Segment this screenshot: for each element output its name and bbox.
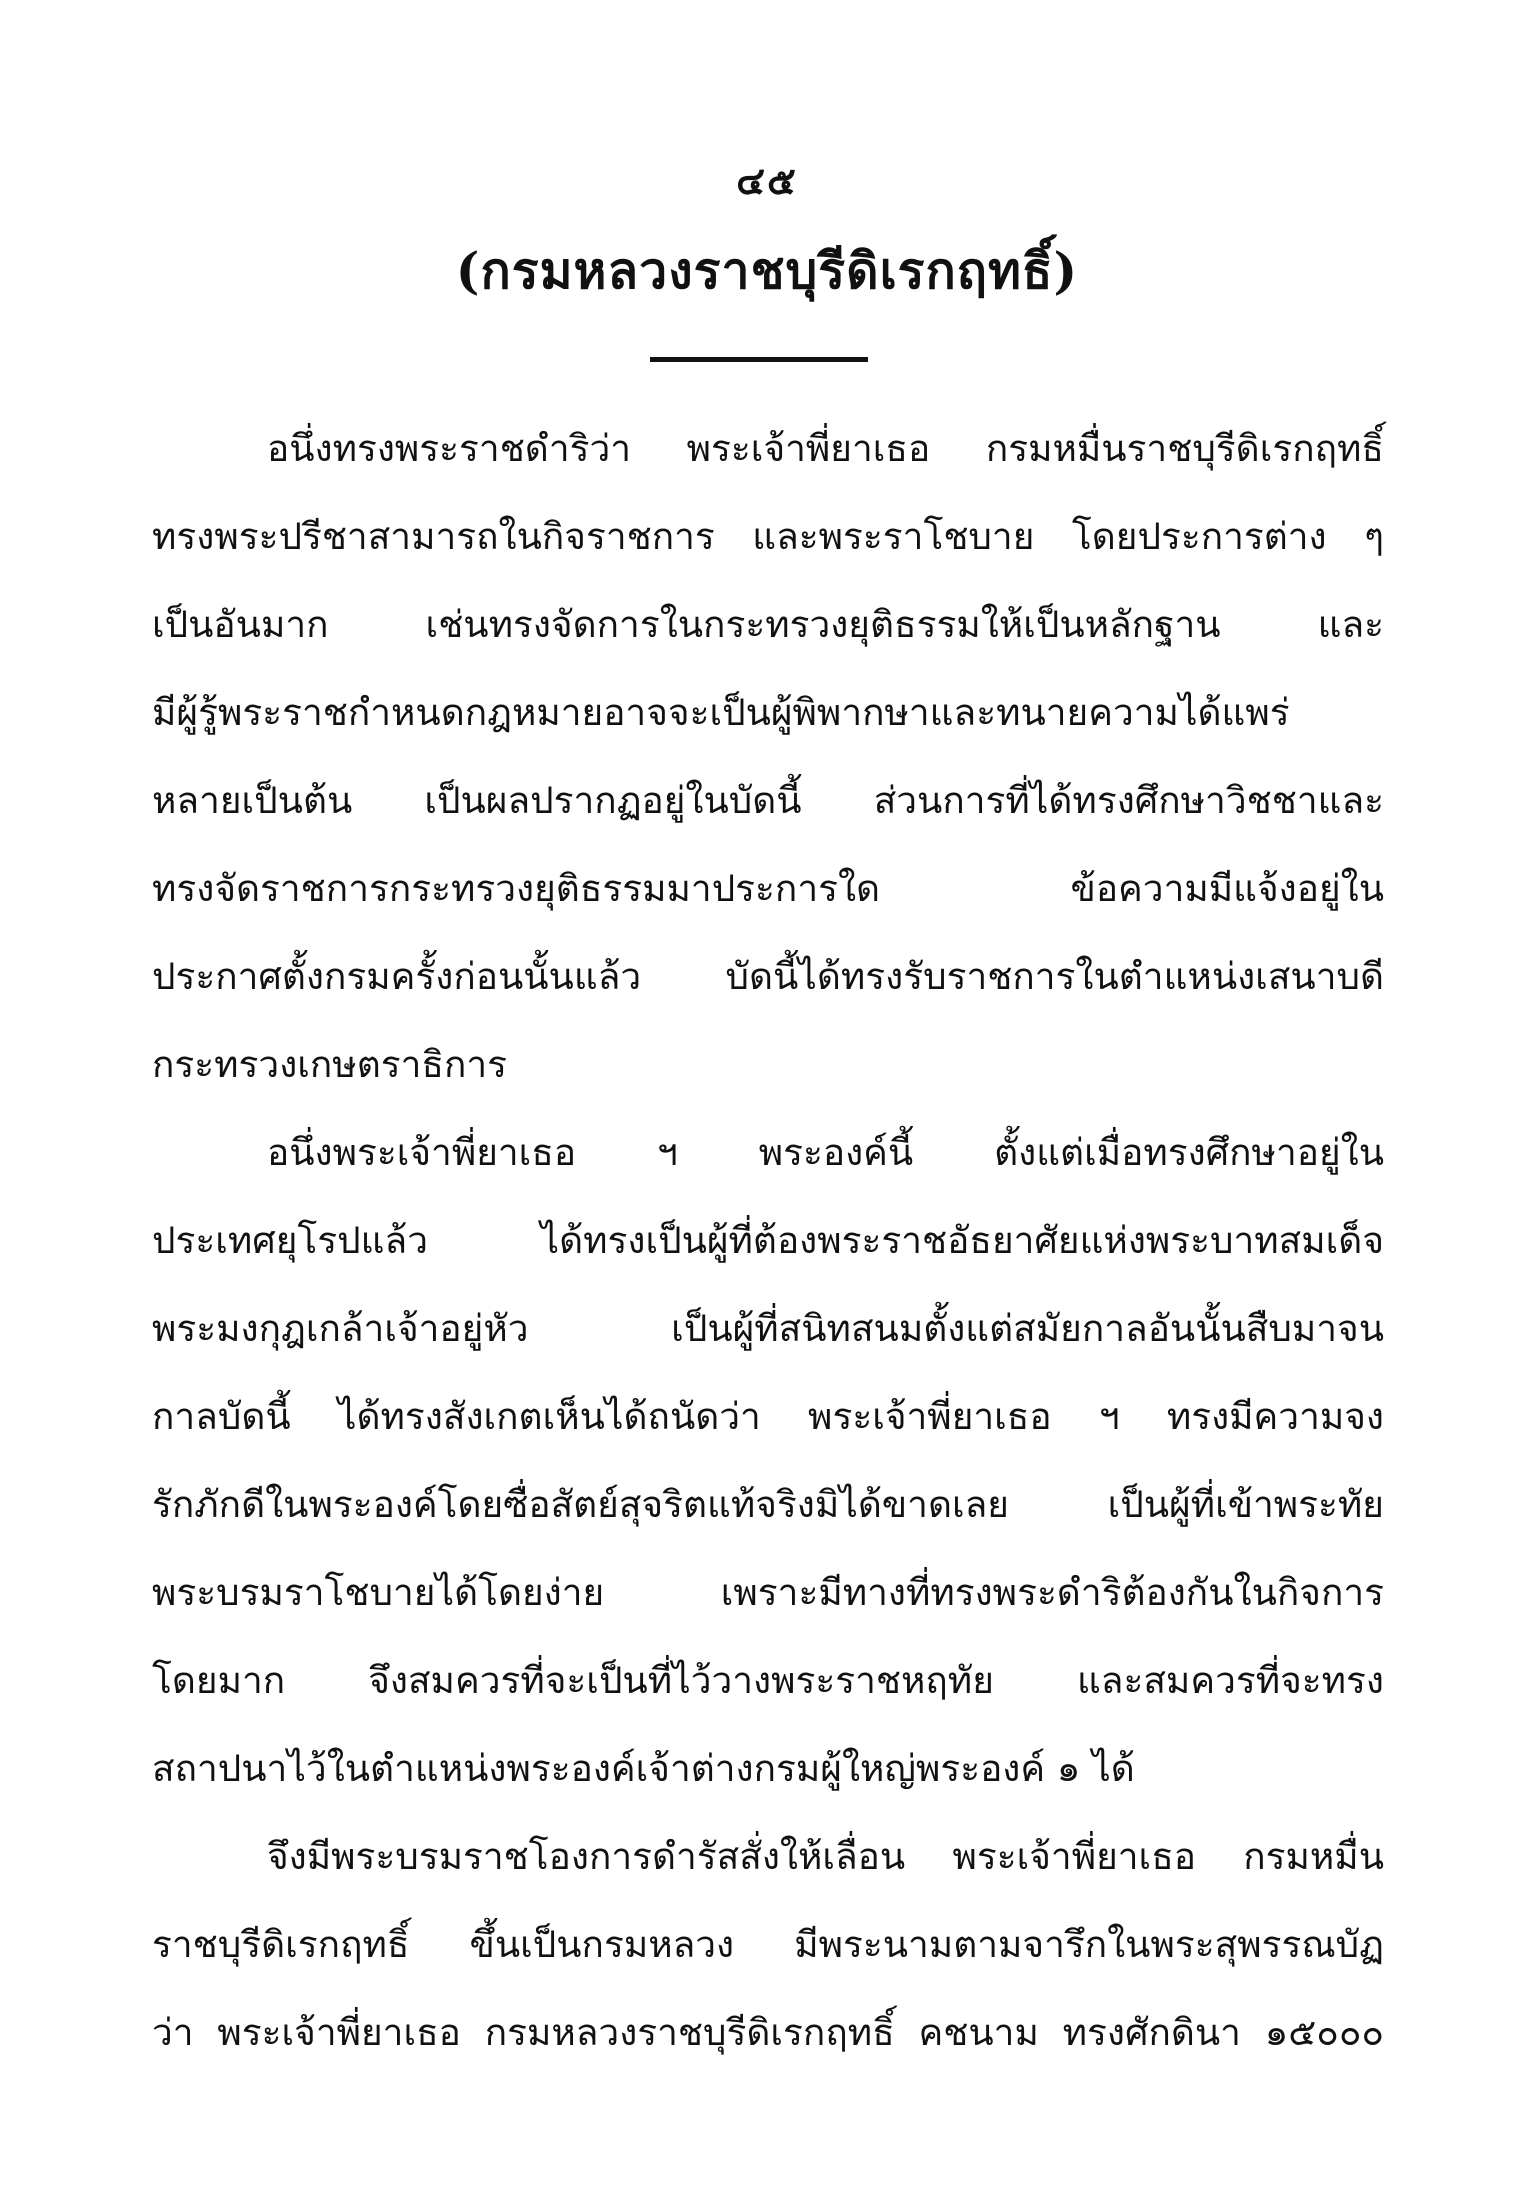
paragraph-line: อนึ่งพระเจ้าพี่ยาเธอ ฯ พระองค์นี้ ตั้งแต่เมื่อทรงศึกษาอยู่ใน — [267, 1131, 1384, 1174]
body-text — [152, 405, 1384, 2077]
paragraph-line: พระบรมราโชบายได้โดยง่าย เพราะมีทางที่ทรงพระดำริต้องกันในกิจการ — [152, 1571, 1384, 1614]
paragraph-line: อนึ่งทรงพระราชดำริว่า พระเจ้าพี่ยาเธอ กรมหมื่นราชบุรีดิเรกฤทธิ์ — [267, 427, 1384, 470]
paragraph-line: โดยมาก จึงสมควรที่จะเป็นที่ไว้วางพระราชหฤทัย และสมควรที่จะทรง — [152, 1659, 1384, 1702]
paragraph-line: มีผู้รู้พระราชกำหนดกฎหมายอาจจะเป็นผู้พิพากษาและทนายความได้แพร่ — [152, 691, 1290, 734]
title-divider — [650, 357, 868, 362]
paragraph-line: จึงมีพระบรมราชโองการดำรัสสั่งให้เลื่อน พระเจ้าพี่ยาเธอ กรมหมื่น — [267, 1835, 1384, 1878]
paragraph-line: ทรงพระปรีชาสามารถในกิจราชการ และพระราโชบาย โดยประการต่าง ๆ — [152, 515, 1384, 558]
page-title: (กรมหลวงราชบุรีดิเรกฤทธิ์) — [455, 241, 1079, 300]
paragraph-line: รักภักดีในพระองค์โดยซื่อสัตย์สุจริตแท้จริงมิได้ขาดเลย เป็นผู้ที่เข้าพระทัย — [152, 1483, 1384, 1526]
paragraph-line: กระทรวงเกษตราธิการ — [152, 1043, 508, 1086]
paragraph-line: ราชบุรีดิเรกฤทธิ์ ขึ้นเป็นกรมหลวง มีพระนามตามจารึกในพระสุพรรณบัฏ — [152, 1923, 1384, 1966]
paragraph-line: ประเทศยุโรปแล้ว ได้ทรงเป็นผู้ที่ต้องพระราชอัธยาศัยแห่งพระบาทสมเด็จ — [152, 1219, 1384, 1262]
paragraph-line: หลายเป็นต้น เป็นผลปรากฏอยู่ในบัดนี้ ส่วนการที่ได้ทรงศึกษาวิชชาและ — [152, 779, 1384, 822]
paragraph-line: ทรงจัดราชการกระทรวงยุติธรรมมาประการใด ข้อความมีแจ้งอยู่ใน — [152, 867, 1384, 910]
paragraph-line: เป็นอันมาก เช่นทรงจัดการในกระทรวงยุติธรรมให้เป็นหลักฐาน และ — [152, 603, 1384, 646]
paragraph-line: ประกาศตั้งกรมครั้งก่อนนั้นแล้ว บัดนี้ได้ทรงรับราชการในตำแหน่งเสนาบดี — [152, 955, 1384, 998]
paragraph-line: สถาปนาไว้ในตำแหน่งพระองค์เจ้าต่างกรมผู้ใหญ่พระองค์ ๑ ได้ — [152, 1747, 1135, 1790]
paragraph-line: ว่า พระเจ้าพี่ยาเธอ กรมหลวงราชบุรีดิเรกฤทธิ์ คชนาม ทรงศักดินา ๑๕๐๐๐ — [152, 2011, 1384, 2054]
paragraph-line: พระมงกุฎเกล้าเจ้าอยู่หัว เป็นผู้ที่สนิทสนมตั้งแต่สมัยกาลอันนั้นสืบมาจน — [152, 1307, 1384, 1350]
paragraph-line: กาลบัดนี้ ได้ทรงสังเกตเห็นได้ถนัดว่า พระเจ้าพี่ยาเธอ ฯ ทรงมีความจง — [152, 1395, 1384, 1438]
page-number: ๔๕ — [736, 158, 798, 203]
